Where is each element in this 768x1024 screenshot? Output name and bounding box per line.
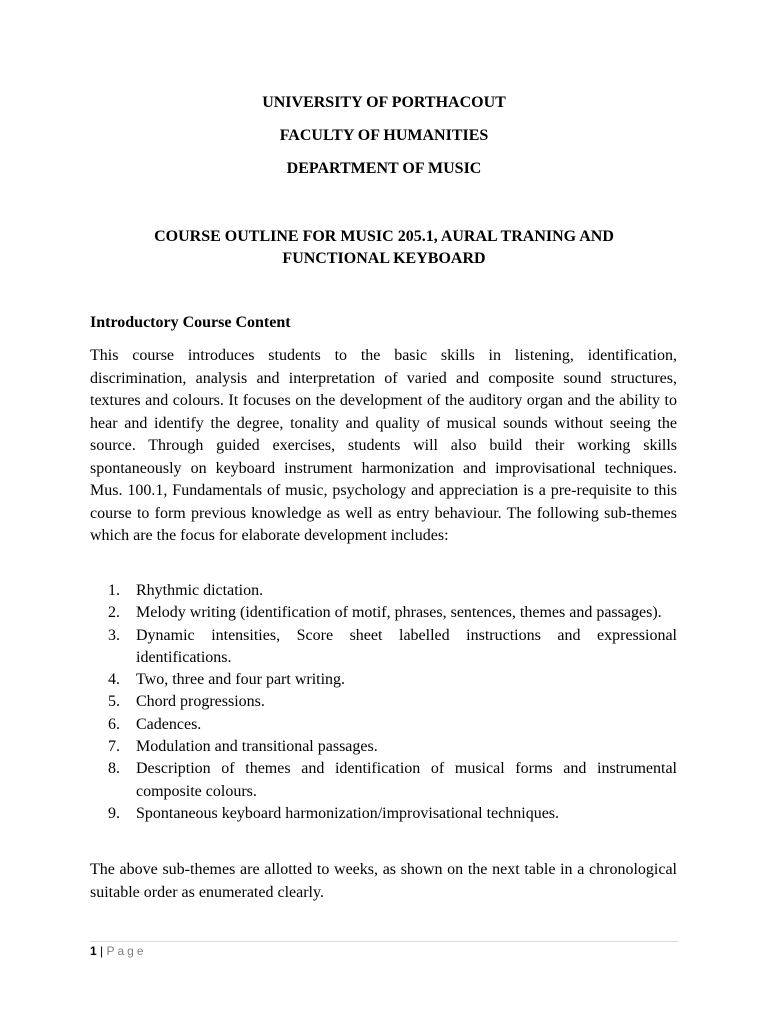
list-item-text: Rhythmic dictation. [136, 582, 264, 599]
list-item-text: Chord progressions. [136, 693, 265, 711]
page-number: 1 [90, 944, 97, 958]
page-label: Page [106, 944, 147, 958]
subtheme-list [90, 580, 677, 825]
list-item-number: 1. [108, 582, 120, 599]
list-item [90, 691, 677, 713]
list-item [90, 758, 677, 803]
university-name: UNIVERSITY OF PORTHACOUT [262, 94, 506, 111]
list-item-number: 4. [108, 671, 120, 689]
list-item [90, 625, 677, 670]
list-item-text: Melody writing (identification of motif, phrases, sentences, themes and passages). [136, 604, 662, 622]
footer-divider [90, 941, 678, 942]
list-item-number: 2. [108, 604, 120, 622]
department-name: DEPARTMENT OF MUSIC [286, 160, 482, 177]
list-item-text: Spontaneous keyboard harmonization/improvisational techniques. [136, 804, 560, 822]
list-item [90, 669, 677, 691]
list-item-number: 3. [108, 626, 120, 644]
list-item-number: 8. [108, 760, 120, 778]
course-title [0, 226, 768, 270]
list-item [90, 580, 677, 602]
list-item-text: Dynamic intensities, Score sheet labelled instructions and expressional identifications. [136, 626, 677, 666]
list-item [90, 803, 677, 825]
list-item-text: Modulation and transitional passages. [136, 738, 378, 756]
course-title-line-1: COURSE OUTLINE FOR MUSIC 205.1, AURAL TRANING AND [154, 228, 614, 245]
course-title-line-2: FUNCTIONAL KEYBOARD [282, 250, 486, 267]
list-item-text: Two, three and four part writing. [136, 671, 346, 689]
list-item [90, 714, 677, 736]
list-item-number: 5. [108, 693, 120, 711]
list-item [90, 602, 677, 624]
list-item [90, 736, 677, 758]
list-item-text: Cadences. [136, 715, 202, 733]
page-footer [90, 944, 147, 958]
intro-paragraph: This course introduces students to the basic skills in listening, identification, discrimination, analysis and interpretation of varied and composite sound structures, textures and colours. It focuses on the development of the auditory organ and the ability to hear and identify the degree, tonality and quality of musical sounds without seeing the source. Through guided exercises, students will also build their working skills spontaneously on keyboard instrument harmonization and improvisational techniques. Mus. 100.1, Fundamentals of music, psychology and appreciation is a pre-requisite to this course to form previous knowledge as well as entry behaviour. The following sub-themes which are the focus for elaborate development includes: [90, 347, 677, 544]
closing-paragraph: The above sub-themes are allotted to weeks, as shown on the next table in a chronological suitable order as enumerated clearly. [90, 861, 677, 901]
list-item-number: 9. [108, 804, 120, 822]
footer-separator: | [100, 944, 104, 958]
list-item-number: 6. [108, 715, 120, 733]
list-item-text: Description of themes and identification of musical forms and instrumental composite colours. [136, 760, 677, 800]
faculty-name: FACULTY OF HUMANITIES [279, 127, 489, 144]
list-item-number: 7. [108, 738, 120, 756]
intro-heading: Introductory Course Content [90, 314, 291, 331]
